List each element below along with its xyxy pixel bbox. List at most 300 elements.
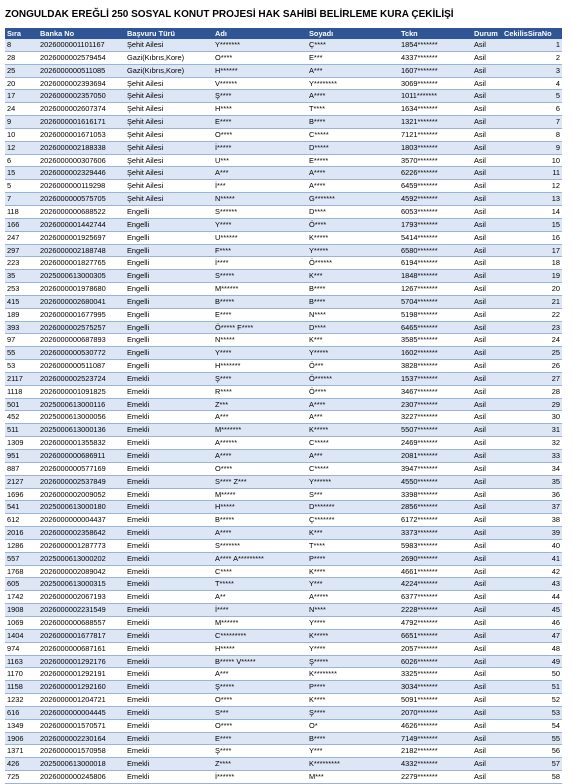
cell-durum: Asil [472,385,502,398]
cell-tckn: 1848******* [399,270,472,283]
cell-adi: O**** [213,694,307,707]
cell-durum: Asil [472,694,502,707]
cell-sira: 616 [5,706,38,719]
cell-basvuru-turu: Engelli [125,308,213,321]
cell-basvuru-turu: Şehit Ailesi [125,103,213,116]
cell-basvuru-turu: Emekli [125,565,213,578]
cell-soyadi: S*** [307,488,399,501]
cell-banka-no: 2025000613000056 [38,411,125,424]
table-row [5,462,562,475]
column-header-basvuru-turu: Başvuru Türü [125,28,213,39]
cell-basvuru-turu: Gazi(Kıbrıs,Kore) [125,51,213,64]
cell-soyadi: K**** [307,565,399,578]
cell-sira: 1404 [5,629,38,642]
cell-durum: Asil [472,642,502,655]
cell-banka-no: 2026000001287773 [38,539,125,552]
cell-sira: 17 [5,90,38,103]
cell-sira: 24 [5,103,38,116]
table-row [5,501,562,514]
cell-basvuru-turu: Emekli [125,591,213,604]
cell-banka-no: 2026000000004445 [38,706,125,719]
cell-soyadi: K*** [307,527,399,540]
cell-tckn: 3069******* [399,77,472,90]
cell-sira: 6 [5,154,38,167]
cell-durum: Asil [472,732,502,745]
table-row [5,218,562,231]
table-row [5,385,562,398]
cell-sira: 28 [5,51,38,64]
table-row [5,51,562,64]
cell-banka-no: 2026000000119298 [38,180,125,193]
cell-adi: F**** [213,244,307,257]
cell-cekilis-sira-no: 5 [502,90,562,103]
cell-sira: 118 [5,205,38,218]
table-row [5,360,562,373]
cell-soyadi: D**** [307,321,399,334]
cell-cekilis-sira-no: 34 [502,462,562,475]
cell-sira: 415 [5,295,38,308]
cell-soyadi: B**** [307,116,399,129]
cell-basvuru-turu: Emekli [125,604,213,617]
cell-basvuru-turu: Şehit Ailesi [125,154,213,167]
cell-adi: A**** [213,527,307,540]
cell-tckn: 3325******* [399,668,472,681]
cell-adi: O**** [213,128,307,141]
table-row [5,424,562,437]
cell-tckn: 4626******* [399,719,472,732]
cell-adi: S****** [213,205,307,218]
cell-adi: C********* [213,629,307,642]
cell-soyadi: C***** [307,437,399,450]
cell-banka-no: 2026000000307606 [38,154,125,167]
cell-sira: 557 [5,552,38,565]
table-row [5,539,562,552]
cell-soyadi: D***** [307,141,399,154]
cell-cekilis-sira-no: 45 [502,604,562,617]
cell-durum: Asil [472,334,502,347]
cell-tckn: 1607******* [399,64,472,77]
cell-adi: A*** [213,668,307,681]
cell-sira: 1908 [5,604,38,617]
cell-cekilis-sira-no: 31 [502,424,562,437]
cell-soyadi: A**** [307,398,399,411]
cell-basvuru-turu: Şehit Ailesi [125,193,213,206]
cell-cekilis-sira-no: 51 [502,681,562,694]
cell-banka-no: 2025000613000315 [38,578,125,591]
cell-durum: Asil [472,539,502,552]
cell-banka-no: 2026000000245806 [38,771,125,784]
cell-banka-no: 2025000613000116 [38,398,125,411]
cell-durum: Asil [472,295,502,308]
cell-tckn: 3034******* [399,681,472,694]
cell-banka-no: 2026000000575705 [38,193,125,206]
cell-sira: 5 [5,180,38,193]
cell-basvuru-turu: Şehit Ailesi [125,116,213,129]
table-row [5,347,562,360]
cell-soyadi: Y*** [307,578,399,591]
cell-soyadi: G******* [307,193,399,206]
cell-adi: S*** [213,706,307,719]
cell-soyadi: P**** [307,552,399,565]
cell-tckn: 4792******* [399,616,472,629]
table-row [5,745,562,758]
table-row [5,283,562,296]
cell-adi: H***** [213,642,307,655]
cell-tckn: 6465******* [399,321,472,334]
cell-tckn: 3467******* [399,385,472,398]
cell-sira: 1696 [5,488,38,501]
cell-basvuru-turu: Engelli [125,218,213,231]
cell-banka-no: 2026000001616171 [38,116,125,129]
cell-soyadi: K*** [307,334,399,347]
cell-sira: 1232 [5,694,38,707]
cell-adi: İ****** [213,771,307,784]
cell-adi: İ**** [213,604,307,617]
cell-durum: Asil [472,321,502,334]
cell-basvuru-turu: Emekli [125,385,213,398]
cell-cekilis-sira-no: 53 [502,706,562,719]
table-row [5,77,562,90]
cell-soyadi: K********* [307,758,399,771]
cell-tckn: 2182******* [399,745,472,758]
cell-cekilis-sira-no: 28 [502,385,562,398]
cell-sira: 166 [5,218,38,231]
cell-banka-no: 2026000001677817 [38,629,125,642]
cell-cekilis-sira-no: 58 [502,771,562,784]
cell-soyadi: Ç**** [307,39,399,51]
cell-sira: 2016 [5,527,38,540]
cell-basvuru-turu: Şehit Ailesi [125,90,213,103]
cell-tckn: 2228******* [399,604,472,617]
cell-durum: Asil [472,90,502,103]
cell-durum: Asil [472,552,502,565]
cell-adi: B***** V***** [213,655,307,668]
cell-basvuru-turu: Emekli [125,745,213,758]
cell-durum: Asil [472,360,502,373]
cell-cekilis-sira-no: 23 [502,321,562,334]
cell-sira: 501 [5,398,38,411]
cell-adi: H**** [213,103,307,116]
cell-adi: Y**** [213,218,307,231]
cell-adi: Y******* [213,39,307,51]
cell-durum: Asil [472,616,502,629]
cell-soyadi: Ö****** [307,257,399,270]
table-row [5,616,562,629]
cell-banka-no: 2026000000686911 [38,450,125,463]
cell-tckn: 3398******* [399,488,472,501]
cell-cekilis-sira-no: 12 [502,180,562,193]
cell-tckn: 1011******* [399,90,472,103]
table-row [5,295,562,308]
cell-adi: İ*** [213,180,307,193]
cell-tckn: 4592******* [399,193,472,206]
cell-cekilis-sira-no: 36 [502,488,562,501]
column-header-sira: Sıra [5,28,38,39]
table-row [5,308,562,321]
cell-adi: A*** [213,167,307,180]
table-row [5,450,562,463]
cell-adi: A**** A********* [213,552,307,565]
cell-soyadi: A*** [307,450,399,463]
cell-durum: Asil [472,565,502,578]
table-row [5,257,562,270]
cell-cekilis-sira-no: 52 [502,694,562,707]
cell-tckn: 3570******* [399,154,472,167]
cell-sira: 247 [5,231,38,244]
cell-soyadi: K***** [307,424,399,437]
cell-sira: 253 [5,283,38,296]
cell-durum: Asil [472,475,502,488]
cell-soyadi: E***** [307,154,399,167]
cell-sira: 1163 [5,655,38,668]
cell-soyadi: C***** [307,462,399,475]
cell-tckn: 2279******* [399,771,472,784]
cell-banka-no: 2026000000687893 [38,334,125,347]
cell-sira: 35 [5,270,38,283]
cell-adi: E**** [213,308,307,321]
cell-soyadi: Ş***** [307,655,399,668]
cell-cekilis-sira-no: 17 [502,244,562,257]
cell-durum: Asil [472,591,502,604]
cell-soyadi: A**** [307,180,399,193]
cell-banka-no: 2026000000511087 [38,360,125,373]
cell-adi: M****** [213,616,307,629]
cell-sira: 951 [5,450,38,463]
table-row [5,578,562,591]
cell-cekilis-sira-no: 16 [502,231,562,244]
cell-sira: 1118 [5,385,38,398]
cell-banka-no: 2025000613000202 [38,552,125,565]
cell-tckn: 4224******* [399,578,472,591]
cell-cekilis-sira-no: 20 [502,283,562,296]
cell-adi: R**** [213,385,307,398]
cell-durum: Asil [472,514,502,527]
cell-sira: 511 [5,424,38,437]
cell-basvuru-turu: Emekli [125,411,213,424]
cell-durum: Asil [472,64,502,77]
cell-banka-no: 2026000002575257 [38,321,125,334]
cell-banka-no: 2026000002089042 [38,565,125,578]
cell-basvuru-turu: Şehit Ailesi [125,167,213,180]
cell-durum: Asil [472,283,502,296]
cell-basvuru-turu: Emekli [125,462,213,475]
cell-sira: 1371 [5,745,38,758]
cell-adi: A**** [213,450,307,463]
cell-banka-no: 2026000002009052 [38,488,125,501]
cell-soyadi: D**** [307,205,399,218]
header-row [5,28,562,39]
cell-tckn: 5983******* [399,539,472,552]
cell-sira: 297 [5,244,38,257]
cell-tckn: 3947******* [399,462,472,475]
cell-adi: Ş**** [213,90,307,103]
cell-adi: İ***** [213,141,307,154]
cell-durum: Asil [472,411,502,424]
cell-cekilis-sira-no: 6 [502,103,562,116]
cell-soyadi: K*** [307,270,399,283]
cell-basvuru-turu: Şehit Ailesi [125,141,213,154]
cell-banka-no: 2026000002067193 [38,591,125,604]
cell-cekilis-sira-no: 39 [502,527,562,540]
cell-tckn: 6226******* [399,167,472,180]
cell-sira: 12 [5,141,38,154]
cell-basvuru-turu: Emekli [125,488,213,501]
column-header-adi: Adı [213,28,307,39]
cell-sira: 9 [5,116,38,129]
cell-tckn: 4550******* [399,475,472,488]
cell-tckn: 2856******* [399,501,472,514]
cell-adi: E**** [213,116,307,129]
cell-banka-no: 2026000002393694 [38,77,125,90]
cell-sira: 452 [5,411,38,424]
cell-durum: Asil [472,450,502,463]
cell-tckn: 3828******* [399,360,472,373]
cell-banka-no: 2026000002188338 [38,141,125,154]
cell-adi: M******* [213,424,307,437]
cell-durum: Asil [472,604,502,617]
cell-durum: Asil [472,771,502,784]
cell-tckn: 6459******* [399,180,472,193]
cell-tckn: 5198******* [399,308,472,321]
cell-cekilis-sira-no: 43 [502,578,562,591]
cell-basvuru-turu: Emekli [125,706,213,719]
cell-soyadi: A**** [307,90,399,103]
cell-cekilis-sira-no: 32 [502,437,562,450]
cell-soyadi: K***** [307,231,399,244]
cell-cekilis-sira-no: 8 [502,128,562,141]
table-row [5,668,562,681]
cell-cekilis-sira-no: 1 [502,39,562,51]
cell-banka-no: 2026000001570958 [38,745,125,758]
cell-durum: Asil [472,77,502,90]
cell-basvuru-turu: Emekli [125,475,213,488]
table-row [5,205,562,218]
cell-sira: 55 [5,347,38,360]
table-row [5,321,562,334]
cell-tckn: 5704******* [399,295,472,308]
cell-soyadi: Ç******* [307,514,399,527]
cell-banka-no: 2026000001570571 [38,719,125,732]
cell-cekilis-sira-no: 2 [502,51,562,64]
cell-banka-no: 2025000613000018 [38,758,125,771]
cell-durum: Asil [472,655,502,668]
cell-durum: Asil [472,308,502,321]
cell-adi: U****** [213,231,307,244]
cell-cekilis-sira-no: 4 [502,77,562,90]
cell-tckn: 7121******* [399,128,472,141]
column-header-soyadi: Soyadı [307,28,399,39]
cell-soyadi: K**** [307,694,399,707]
cell-sira: 15 [5,167,38,180]
cell-cekilis-sira-no: 35 [502,475,562,488]
cell-cekilis-sira-no: 24 [502,334,562,347]
cell-tckn: 1602******* [399,347,472,360]
cell-sira: 1286 [5,539,38,552]
cell-durum: Asil [472,39,502,51]
table-row [5,141,562,154]
cell-soyadi: Ö**** [307,385,399,398]
table-row [5,39,562,51]
table-row [5,719,562,732]
cell-sira: 605 [5,578,38,591]
cell-cekilis-sira-no: 18 [502,257,562,270]
cell-basvuru-turu: Engelli [125,334,213,347]
cell-soyadi: D******* [307,501,399,514]
table-row [5,334,562,347]
cell-tckn: 5091******* [399,694,472,707]
cell-cekilis-sira-no: 27 [502,372,562,385]
table-row [5,154,562,167]
column-header-tckn: Tckn [399,28,472,39]
cell-banka-no: 2026000001091825 [38,385,125,398]
cell-tckn: 5414******* [399,231,472,244]
cell-sira: 1170 [5,668,38,681]
table-row [5,270,562,283]
cell-durum: Asil [472,116,502,129]
cell-basvuru-turu: Engelli [125,257,213,270]
cell-adi: N***** [213,334,307,347]
cell-soyadi: E*** [307,51,399,64]
table-row [5,604,562,617]
cell-tckn: 4661******* [399,565,472,578]
cell-basvuru-turu: Gazi(Kıbrıs,Kore) [125,64,213,77]
cell-soyadi: Y***** [307,347,399,360]
cell-adi: V****** [213,77,307,90]
cell-adi: O**** [213,462,307,475]
cell-durum: Asil [472,719,502,732]
cell-banka-no: 2026000002358642 [38,527,125,540]
cell-banka-no: 2026000000687161 [38,642,125,655]
cell-banka-no: 2026000002680041 [38,295,125,308]
cell-tckn: 3585******* [399,334,472,347]
cell-cekilis-sira-no: 49 [502,655,562,668]
cell-cekilis-sira-no: 42 [502,565,562,578]
cell-cekilis-sira-no: 54 [502,719,562,732]
cell-banka-no: 2026000000004437 [38,514,125,527]
cell-tckn: 1537******* [399,372,472,385]
cell-durum: Asil [472,706,502,719]
cell-basvuru-turu: Engelli [125,244,213,257]
cell-sira: 541 [5,501,38,514]
cell-tckn: 2081******* [399,450,472,463]
table-row [5,681,562,694]
cell-banka-no: 2026000001101167 [38,39,125,51]
cell-basvuru-turu: Emekli [125,552,213,565]
table-row [5,398,562,411]
cell-adi: C**** [213,565,307,578]
cell-durum: Asil [472,167,502,180]
table-row [5,565,562,578]
cell-sira: 97 [5,334,38,347]
cell-banka-no: 2026000001292176 [38,655,125,668]
cell-cekilis-sira-no: 19 [502,270,562,283]
cell-basvuru-turu: Şehit Ailesi [125,77,213,90]
cell-basvuru-turu: Emekli [125,694,213,707]
cell-basvuru-turu: Emekli [125,758,213,771]
cell-sira: 1742 [5,591,38,604]
cell-durum: Asil [472,180,502,193]
cell-sira: 1309 [5,437,38,450]
cell-tckn: 6194******* [399,257,472,270]
cell-basvuru-turu: Emekli [125,501,213,514]
cell-banka-no: 2026000002537849 [38,475,125,488]
cell-durum: Asil [472,488,502,501]
cell-cekilis-sira-no: 3 [502,64,562,77]
cell-cekilis-sira-no: 25 [502,347,562,360]
cell-basvuru-turu: Engelli [125,347,213,360]
cell-durum: Asil [472,745,502,758]
cell-cekilis-sira-no: 50 [502,668,562,681]
